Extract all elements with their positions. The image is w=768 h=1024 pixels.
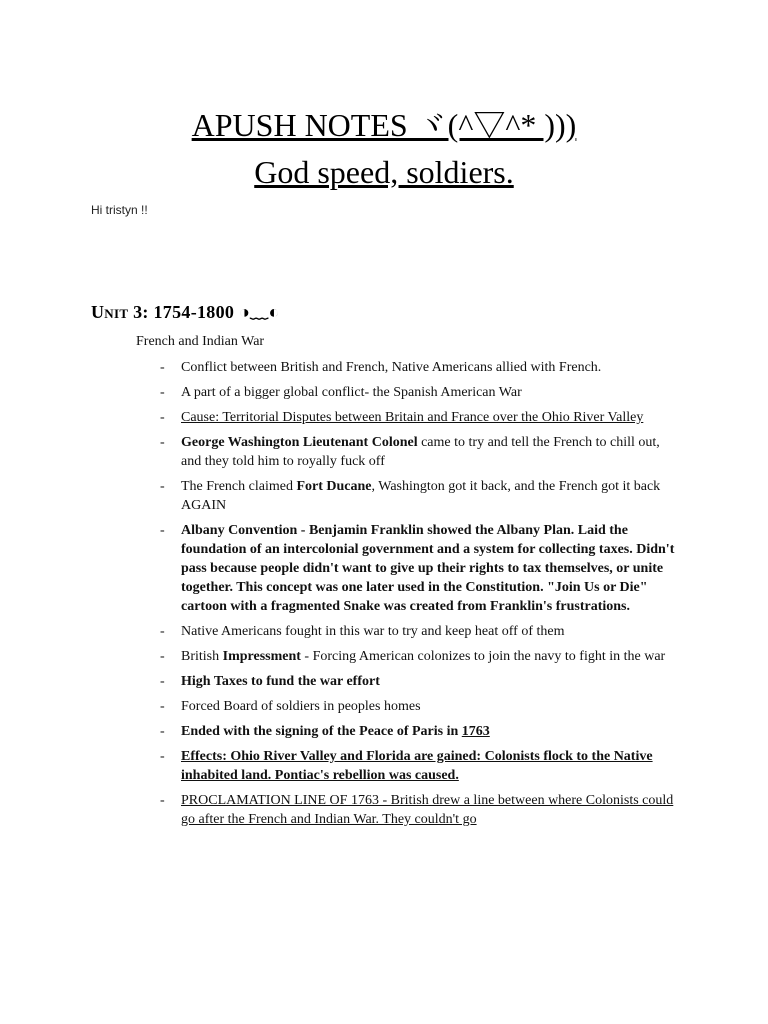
bullet-marker: - <box>160 649 165 664</box>
note-text: Ended with the signing of the Peace of Paris in <box>181 724 462 739</box>
note-text: Effects: Ohio River Valley and Florida are gained: Colonists flock to the Native inhabited land. Pontiac's rebellion was caused. <box>181 749 653 783</box>
bullet-marker: - <box>160 360 165 375</box>
note-item <box>160 477 680 515</box>
note-item <box>160 697 680 716</box>
note-item <box>160 358 680 377</box>
greeting-text: Hi tristyn !! <box>91 203 148 217</box>
note-item <box>160 672 680 691</box>
bullet-marker: - <box>160 699 165 714</box>
unit-heading: Unit 3: 1754-1800 ◑﹏◐ <box>91 302 280 322</box>
note-text: Albany Convention - Benjamin Franklin showed the Albany Plan. Laid the foundation of an intercolonial government and a system for collecting taxes. Didn't pass because people didn't want to give up their rights to tax themselves, or unite together. This concept was one later used in the Constitution. "Join Us or Die" cartoon with a fragmented Snake was created from Franklin's frustrations. <box>181 523 675 614</box>
note-item <box>160 408 680 427</box>
section-heading: French and Indian War <box>136 334 265 349</box>
note-text: Cause: Territorial Disputes between Britain and France over the Ohio River Valley <box>181 410 644 425</box>
bullet-marker: - <box>160 523 165 538</box>
page-subtitle: God speed, soldiers. <box>254 154 514 190</box>
bullet-marker: - <box>160 674 165 689</box>
note-item <box>160 647 680 666</box>
note-text: PROCLAMATION LINE OF 1763 - British drew a line between where Colonists could go after the French and Indian War. They couldn't go <box>181 793 674 827</box>
note-item <box>160 521 680 616</box>
note-text: British <box>181 649 223 664</box>
note-item <box>160 383 680 402</box>
bullet-marker: - <box>160 410 165 425</box>
bullet-marker: - <box>160 724 165 739</box>
note-item <box>160 747 680 785</box>
note-text: Forced Board of soldiers in peoples homes <box>181 699 421 714</box>
note-item <box>160 791 680 829</box>
bullet-marker: - <box>160 749 165 764</box>
note-text: The French claimed <box>181 479 297 494</box>
note-text: came to try and tell the French to chill out, and they told him to royally fuck off <box>181 435 660 469</box>
note-text: - Forcing American colonizes to join the navy to fight in the war <box>300 649 666 664</box>
note-text: Native Americans fought in this war to try and keep heat off of them <box>181 624 565 639</box>
note-text: A part of a bigger global conflict- the Spanish American War <box>181 385 522 400</box>
bullet-marker: - <box>160 385 165 400</box>
note-text: Fort Ducane <box>296 479 372 494</box>
notes-list <box>160 358 680 835</box>
note-text: Conflict between British and French, Native Americans allied with French. <box>181 360 602 375</box>
page-title: APUSH NOTES ヾ(^▽^* ))) <box>191 107 577 143</box>
note-text: George Washington Lieutenant Colonel <box>181 435 418 450</box>
bullet-marker: - <box>160 479 165 494</box>
note-text: High Taxes to fund the war effort <box>181 674 380 689</box>
bullet-marker: - <box>160 793 165 808</box>
note-item <box>160 433 680 471</box>
note-text: , Washington got it back, and the French got it back AGAIN <box>181 479 661 513</box>
note-item <box>160 622 680 641</box>
bullet-marker: - <box>160 435 165 450</box>
note-text: 1763 <box>461 724 490 739</box>
note-text: Impressment <box>222 649 301 664</box>
bullet-marker: - <box>160 624 165 639</box>
note-item <box>160 722 680 741</box>
